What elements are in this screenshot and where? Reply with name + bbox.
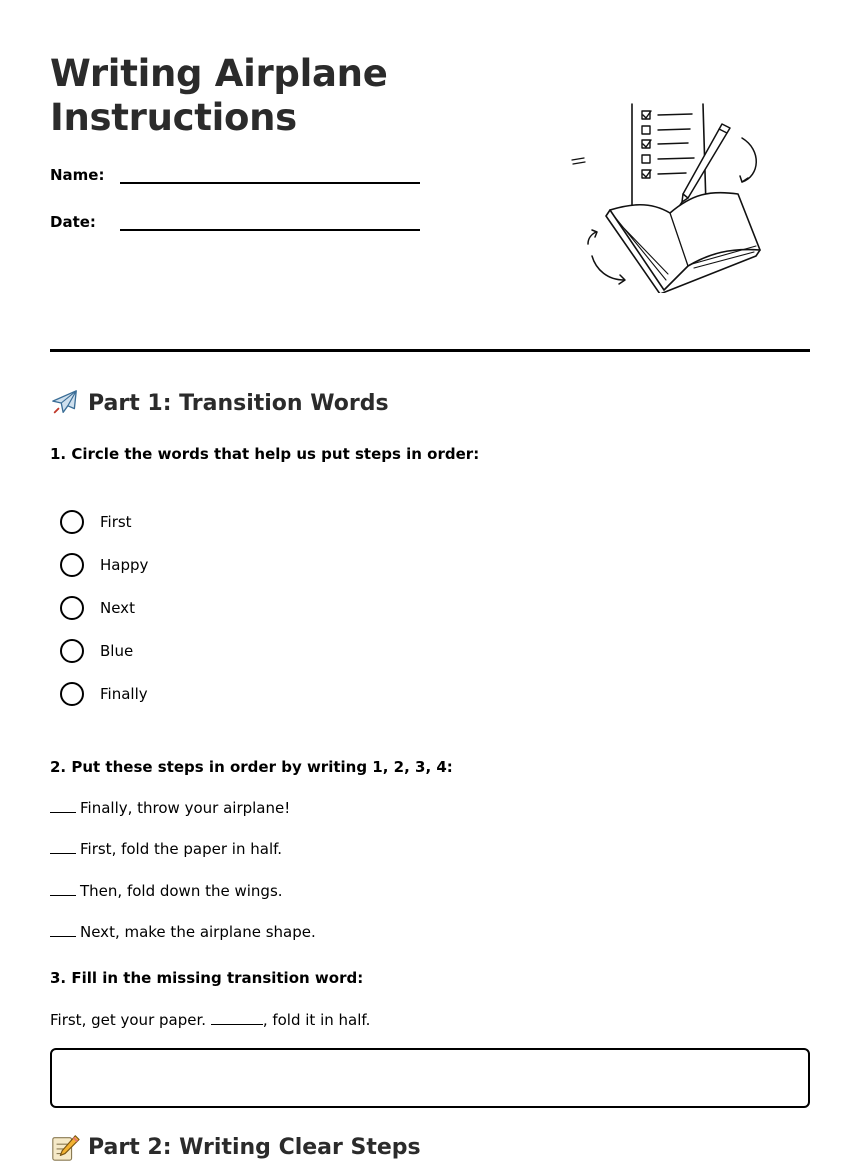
option-blue[interactable] bbox=[60, 638, 133, 664]
fill-in-blank[interactable] bbox=[211, 1011, 263, 1025]
option-finally[interactable] bbox=[60, 681, 148, 707]
order-blank[interactable] bbox=[50, 923, 76, 937]
airplane-icon bbox=[50, 388, 80, 418]
step-text: Then, fold down the wings. bbox=[80, 882, 283, 900]
step-text: Next, make the airplane shape. bbox=[80, 923, 316, 941]
option-next[interactable] bbox=[60, 595, 135, 621]
section-divider bbox=[50, 349, 810, 352]
question-1-prompt: 1. Circle the words that help us put steps in order: bbox=[50, 445, 480, 463]
name-line[interactable] bbox=[120, 182, 420, 184]
name-label: Name: bbox=[50, 166, 105, 184]
option-circle[interactable] bbox=[60, 639, 84, 663]
order-step bbox=[50, 799, 290, 817]
part2-heading bbox=[50, 1132, 421, 1162]
sentence-after: , fold it in half. bbox=[262, 1011, 371, 1029]
option-label: Happy bbox=[100, 556, 149, 574]
option-label: First bbox=[100, 513, 132, 531]
sentence-before: First, get your paper. bbox=[50, 1011, 207, 1029]
option-circle[interactable] bbox=[60, 682, 84, 706]
memo-pencil-icon bbox=[50, 1132, 80, 1162]
order-step bbox=[50, 923, 316, 941]
date-line[interactable] bbox=[120, 229, 420, 231]
step-text: Finally, throw your airplane! bbox=[80, 799, 291, 817]
part1-heading bbox=[50, 388, 389, 418]
name-field[interactable] bbox=[50, 166, 420, 196]
option-happy[interactable] bbox=[60, 552, 148, 578]
option-circle[interactable] bbox=[60, 553, 84, 577]
order-step bbox=[50, 840, 282, 858]
part2-heading-text: Part 2: Writing Clear Steps bbox=[88, 1134, 421, 1160]
answer-box[interactable] bbox=[50, 1048, 810, 1108]
checklist-book-illustration bbox=[570, 98, 770, 293]
option-label: Next bbox=[100, 599, 135, 617]
date-field[interactable] bbox=[50, 213, 420, 243]
step-text: First, fold the paper in half. bbox=[80, 840, 283, 858]
option-label: Blue bbox=[100, 642, 134, 660]
option-circle[interactable] bbox=[60, 596, 84, 620]
fill-in-sentence bbox=[50, 1011, 370, 1029]
order-step bbox=[50, 882, 283, 900]
option-circle[interactable] bbox=[60, 510, 84, 534]
order-blank[interactable] bbox=[50, 799, 76, 813]
order-blank[interactable] bbox=[50, 840, 76, 854]
option-label: Finally bbox=[100, 685, 148, 703]
order-blank[interactable] bbox=[50, 882, 76, 896]
question-3-prompt: 3. Fill in the missing transition word: bbox=[50, 969, 364, 987]
option-first[interactable] bbox=[60, 509, 132, 535]
part1-heading-text: Part 1: Transition Words bbox=[88, 390, 389, 416]
page-title: Writing Airplane Instructions bbox=[50, 52, 388, 139]
question-2-prompt: 2. Put these steps in order by writing 1, 2, 3, 4: bbox=[50, 758, 453, 776]
date-label: Date: bbox=[50, 213, 96, 231]
